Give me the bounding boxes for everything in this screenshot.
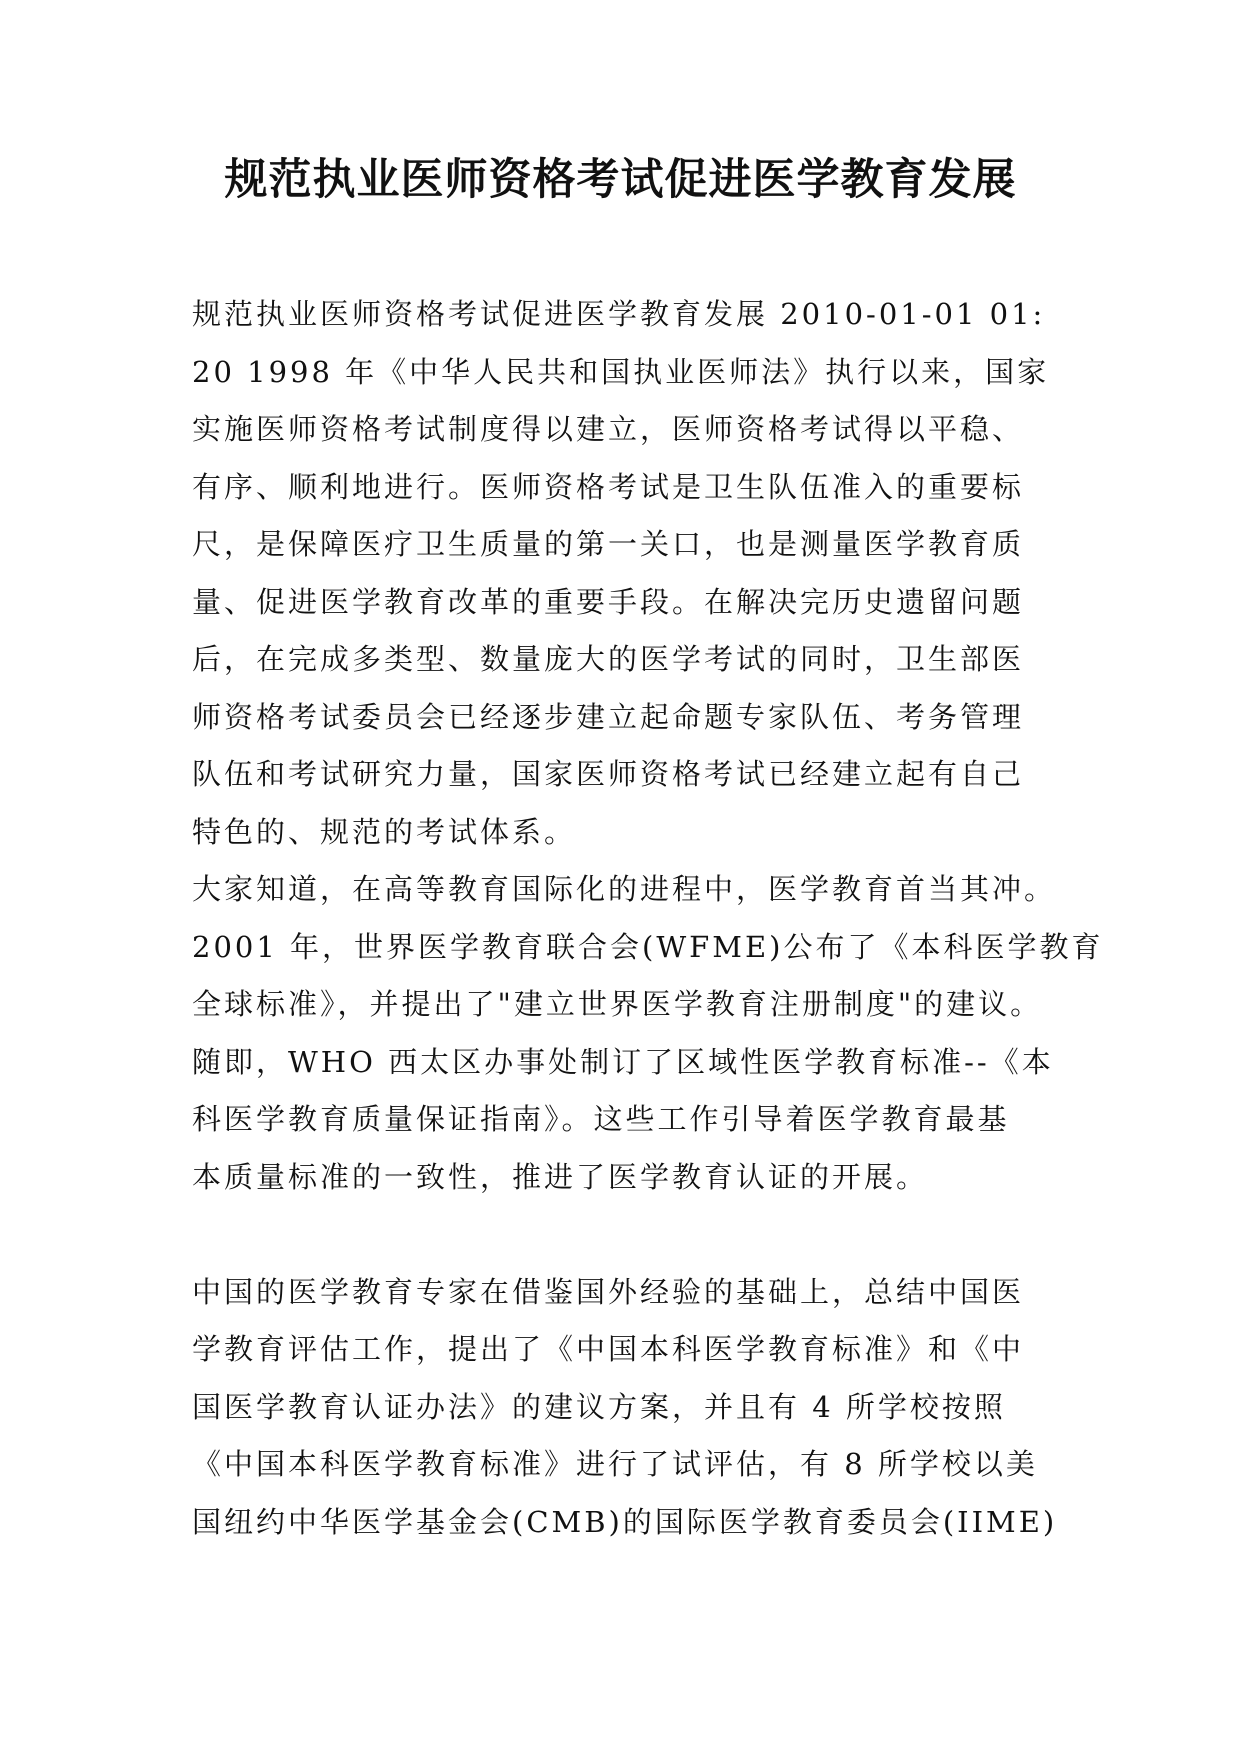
text-line: 科医学教育质量保证指南》。这些工作引导着医学教育最基 [192, 1102, 1010, 1136]
document-body [192, 286, 1104, 1551]
text-line: 有序、顺利地进行。医师资格考试是卫生队伍准入的重要标 [192, 469, 1025, 504]
text-line: 后，在完成多类型、数量庞大的医学考试的同时，卫生部医 [192, 642, 1025, 676]
paragraph-3 [192, 1264, 1072, 1552]
text-line: 规范执业医师资格考试促进医学教育发展 2010-01-01 01: [192, 297, 1046, 331]
text-line: 特色的、规范的考试体系。 [192, 814, 577, 849]
paragraph-spacer [192, 1206, 1072, 1264]
paragraph-2 [192, 861, 1104, 1206]
text-line: 师资格考试委员会已经逐步建立起命题专家队伍、考务管理 [192, 699, 1025, 734]
text-line: 2001 年，世界医学教育联合会(WFME)公布了《本科医学教育 [192, 929, 1104, 964]
text-line: 实施医师资格考试制度得以建立，医师资格考试得以平稳、 [192, 412, 1025, 446]
text-line: 尺，是保障医疗卫生质量的第一关口，也是测量医学教育质 [192, 527, 1025, 561]
text-line: 中国的医学教育专家在借鉴国外经验的基础上，总结中国医 [192, 1274, 1025, 1309]
text-line: 量、促进医学教育改革的重要手段。在解决完历史遗留问题 [192, 584, 1025, 619]
text-line: 全球标准》，并提出了"建立世界医学教育注册制度"的建议。 [192, 987, 1043, 1021]
document-title: 规范执业医师资格考试促进医学教育发展 [224, 155, 1017, 205]
paragraph-1 [192, 286, 1072, 861]
text-line: 本质量标准的一致性，推进了医学教育认证的开展。 [192, 1159, 929, 1194]
text-line: 学教育评估工作，提出了《中国本科医学教育标准》和《中 [192, 1332, 1025, 1366]
text-line: 20 1998 年《中华人民共和国执业医师法》执行以来，国家 [192, 354, 1050, 389]
text-line: 随即，WHO 西太区办事处制订了区域性医学教育标准--《本 [192, 1044, 1054, 1079]
text-line: 大家知道，在高等教育国际化的进程中，医学教育首当其冲。 [192, 872, 1057, 906]
text-line: 国医学教育认证办法》的建议方案，并且有 4 所学校按照 [192, 1389, 1006, 1424]
text-line: 《中国本科医学教育标准》进行了试评估，有 8 所学校以美 [192, 1447, 1038, 1481]
text-line: 队伍和考试研究力量，国家医师资格考试已经建立起有自己 [192, 757, 1025, 791]
text-line: 国纽约中华医学基金会(CMB)的国际医学教育委员会(IIME) [192, 1504, 1058, 1539]
